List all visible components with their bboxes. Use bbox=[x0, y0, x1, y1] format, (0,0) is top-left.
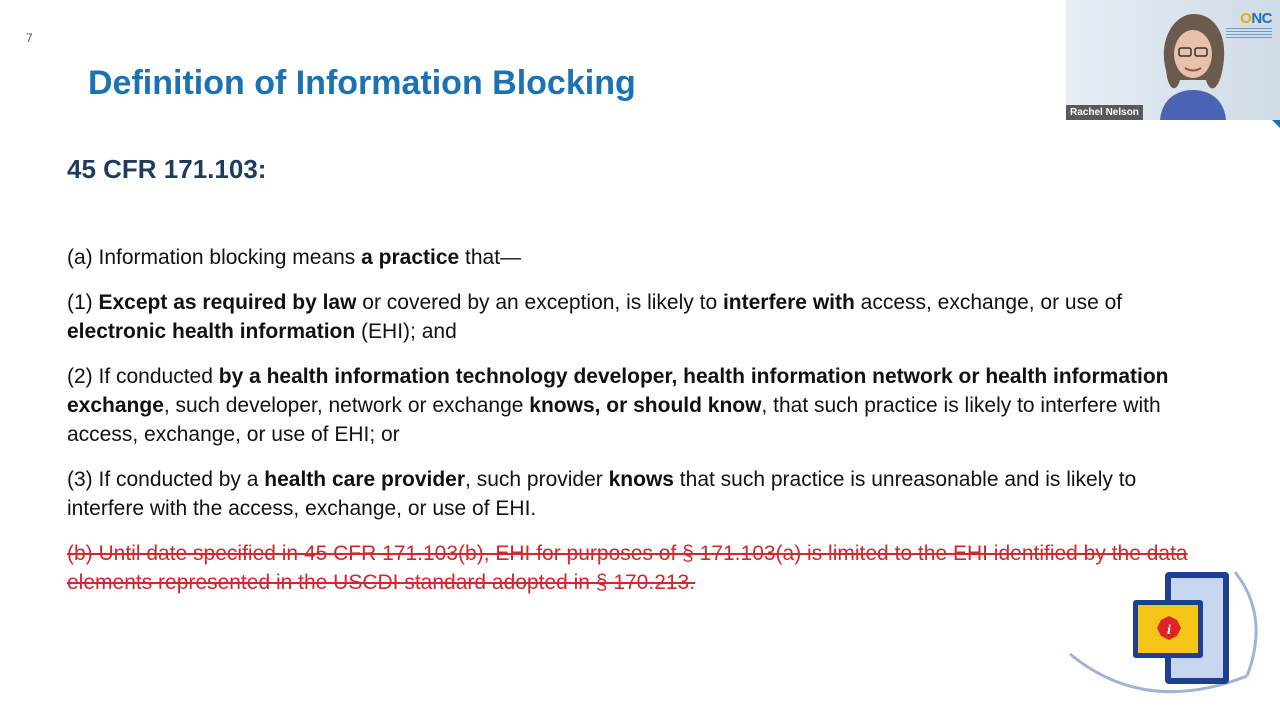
body-text: access, exchange, or use of bbox=[854, 291, 1123, 314]
emphasis-text: a practice bbox=[361, 246, 460, 269]
participant-video-image bbox=[1148, 10, 1238, 120]
paragraph-a bbox=[67, 243, 1217, 272]
body-text: , that such practice is likely to interfere with access, exchange, or use of EHI; or bbox=[67, 394, 1161, 446]
corner-accent bbox=[1272, 120, 1280, 128]
mobile-device-icon bbox=[1065, 566, 1265, 696]
emphasis-text: knows bbox=[608, 468, 674, 491]
body-text: that— bbox=[459, 246, 522, 269]
body-text: (1) bbox=[67, 291, 99, 314]
body-text: (2) If conducted bbox=[67, 365, 219, 388]
onc-logo: ONC bbox=[1240, 10, 1272, 27]
svg-text:i: i bbox=[1167, 623, 1171, 638]
participant-name: Rachel Nelson bbox=[1066, 105, 1143, 120]
emphasis-text: health care provider bbox=[264, 468, 466, 491]
paragraph-1 bbox=[67, 288, 1217, 346]
body-text: or covered by an exception, is likely to bbox=[356, 291, 723, 314]
struck-paragraph-b: (b) Until date specified in 45 CFR 171.103(b), EHI for purposes of § 171.103(a) is limited to the EHI identified by the data elements represented in the USCDI standard adopted in § 170.213. bbox=[67, 542, 1188, 594]
emphasis-text: knows, or should know bbox=[529, 394, 762, 417]
emphasis-text: interfere with bbox=[722, 291, 855, 314]
emphasis-text: by a health information technology developer, health information network or health information exchange bbox=[67, 365, 1169, 417]
definition-body bbox=[67, 243, 1217, 613]
onc-logo-subtitle-graphic bbox=[1226, 28, 1272, 38]
paragraph-2 bbox=[67, 362, 1217, 449]
emphasis-text: electronic health information bbox=[67, 320, 356, 343]
slide-title: Definition of Information Blocking bbox=[88, 64, 636, 102]
regulation-reference: 45 CFR 171.103: bbox=[67, 154, 267, 184]
slide-number: 7 bbox=[26, 31, 33, 45]
body-text: , such provider bbox=[465, 468, 609, 491]
emphasis-text: Except as required by law bbox=[98, 291, 357, 314]
body-text: (3) If conducted by a bbox=[67, 468, 265, 491]
video-thumbnail[interactable] bbox=[1066, 0, 1280, 120]
body-text: , such developer, network or exchange bbox=[163, 394, 530, 417]
body-text: that such practice is unreasonable and is likely to interfere with the access, exchange, or use of EHI. bbox=[67, 468, 1137, 520]
body-text: (a) Information blocking means bbox=[67, 246, 362, 269]
paragraph-3 bbox=[67, 465, 1217, 523]
body-text: (EHI); and bbox=[355, 320, 457, 343]
